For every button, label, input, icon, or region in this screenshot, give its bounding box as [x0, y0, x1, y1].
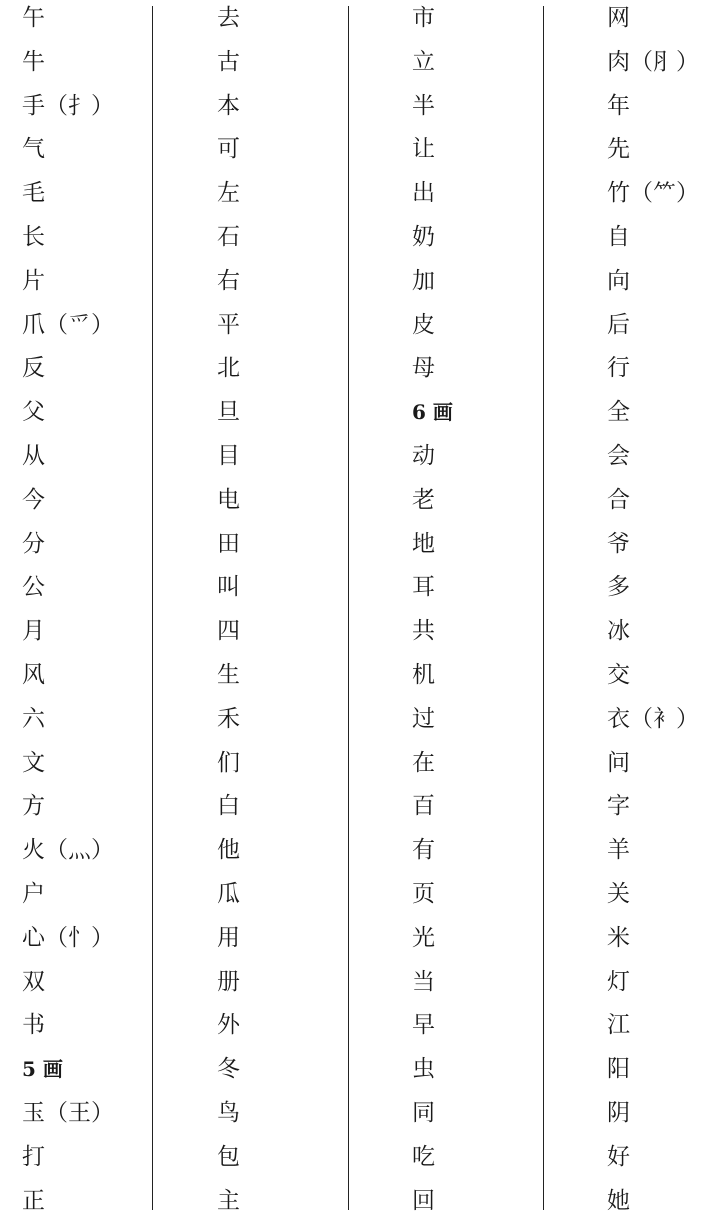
character-entry: 好: [607, 1143, 630, 1170]
character-entry: 手（扌）: [22, 92, 114, 119]
character-entry: 全: [607, 399, 630, 426]
character-entry: 让: [412, 136, 435, 163]
character-entry: 机: [412, 662, 435, 688]
character-entry: 火（灬）: [22, 837, 114, 864]
character-entry: 会: [607, 443, 630, 469]
character-entry: 目: [217, 443, 240, 469]
character-entry: 四: [217, 618, 240, 645]
character-entry: 羊: [607, 837, 630, 864]
character-entry: 同: [412, 1100, 435, 1126]
character-entry: 回: [412, 1187, 435, 1214]
character-entry: 包: [217, 1143, 240, 1170]
character-entry: 平: [217, 311, 240, 338]
character-entry: 午: [22, 5, 45, 31]
character-entry: 虫: [412, 1056, 435, 1083]
character-entry: 网: [607, 5, 630, 31]
character-entry: 月: [22, 618, 45, 645]
character-entry: 户: [22, 881, 45, 907]
character-entry: 方: [22, 793, 45, 820]
character-entry: 交: [607, 662, 630, 688]
character-entry: 动: [412, 443, 435, 469]
character-entry: 当: [412, 968, 435, 995]
character-entry: 合: [607, 486, 630, 513]
character-entry: 她: [607, 1187, 630, 1214]
character-entry: 关: [607, 881, 630, 907]
character-entry: 今: [22, 486, 45, 513]
character-entry: 文: [22, 749, 45, 776]
character-entry: 可: [217, 136, 240, 163]
character-entry: 母: [412, 355, 435, 382]
character-entry: 字: [607, 793, 630, 820]
character-entry: 光: [412, 924, 435, 951]
character-entry: 立: [412, 48, 435, 75]
character-entry: 有: [412, 837, 435, 864]
character-entry: 行: [607, 355, 630, 382]
character-entry: 们: [217, 749, 240, 776]
character-entry: 白: [217, 793, 240, 820]
character-entry: 过: [412, 705, 435, 732]
character-entry: 冬: [217, 1056, 240, 1083]
character-entry: 公: [22, 574, 45, 601]
character-entry: 毛: [22, 180, 45, 207]
character-entry: 衣（衤）: [607, 705, 699, 732]
character-entry: 问: [607, 749, 630, 776]
column-divider: [543, 6, 544, 1210]
character-entry: 自: [607, 224, 630, 250]
character-entry: 正: [22, 1187, 45, 1214]
character-entry: 灯: [607, 968, 630, 995]
column-divider: [348, 6, 349, 1210]
character-entry: 右: [217, 267, 240, 294]
character-entry: 他: [217, 837, 240, 864]
character-entry: 半: [412, 92, 435, 119]
character-entry: 牛: [22, 48, 45, 75]
character-entry: 瓜: [217, 881, 240, 907]
character-entry: 分: [22, 530, 45, 557]
character-entry: 反: [22, 355, 45, 382]
character-entry: 向: [607, 267, 630, 294]
character-entry: 用: [217, 924, 240, 951]
character-entry: 米: [607, 924, 630, 951]
character-entry: 共: [412, 618, 435, 645]
character-entry: 从: [22, 443, 45, 469]
character-entry: 电: [217, 486, 240, 513]
character-entry: 在: [412, 749, 435, 776]
character-entry: 石: [217, 224, 240, 250]
character-entry: 去: [217, 5, 240, 31]
character-entry: 田: [217, 530, 240, 557]
character-entry: 册: [217, 968, 240, 995]
character-entry: 玉（王）: [22, 1100, 114, 1126]
character-entry: 多: [607, 574, 630, 601]
character-entry: 出: [412, 180, 435, 207]
character-entry: 气: [22, 136, 45, 163]
character-entry: 外: [217, 1012, 240, 1039]
column-divider: [152, 6, 153, 1210]
character-entry: 书: [22, 1012, 45, 1039]
character-entry: 长: [22, 224, 45, 250]
character-entry: 老: [412, 486, 435, 513]
character-entry: 鸟: [217, 1100, 240, 1126]
character-entry: 百: [412, 793, 435, 820]
character-entry: 早: [412, 1012, 435, 1039]
character-entry: 古: [217, 48, 240, 75]
character-entry: 双: [22, 968, 45, 995]
character-entry: 冰: [607, 618, 630, 645]
character-entry: 禾: [217, 705, 240, 732]
character-entry: 叫: [217, 574, 240, 601]
character-entry: 北: [217, 355, 240, 382]
character-entry: 左: [217, 180, 240, 207]
character-entry: 片: [22, 267, 45, 294]
character-entry: 皮: [412, 311, 435, 338]
character-entry: 市: [412, 5, 435, 31]
stroke-count-heading: 6 画: [412, 400, 453, 425]
character-entry: 吃: [412, 1143, 435, 1170]
character-entry: 风: [22, 662, 45, 688]
character-entry: 本: [217, 92, 240, 119]
character-entry: 江: [607, 1012, 630, 1039]
character-entry: 父: [22, 399, 45, 426]
character-entry: 竹（⺮）: [607, 180, 699, 207]
character-entry: 后: [607, 311, 630, 338]
stroke-count-heading: 5 画: [22, 1057, 63, 1082]
character-entry: 年: [607, 92, 630, 119]
character-entry: 爷: [607, 530, 630, 557]
character-entry: 爪（爫）: [22, 311, 114, 338]
character-entry: 肉（⺼）: [607, 48, 699, 75]
character-entry: 地: [412, 530, 435, 557]
character-entry: 生: [217, 662, 240, 688]
character-entry: 主: [217, 1187, 240, 1214]
character-entry: 奶: [412, 224, 435, 250]
character-entry: 阴: [607, 1100, 630, 1126]
character-entry: 心（忄）: [22, 924, 114, 951]
character-entry: 页: [412, 881, 435, 907]
character-entry: 旦: [217, 399, 240, 426]
character-entry: 先: [607, 136, 630, 163]
character-entry: 耳: [412, 574, 435, 601]
character-entry: 阳: [607, 1056, 630, 1083]
character-entry: 加: [412, 267, 435, 294]
character-entry: 打: [22, 1143, 45, 1170]
character-entry: 六: [22, 705, 45, 732]
